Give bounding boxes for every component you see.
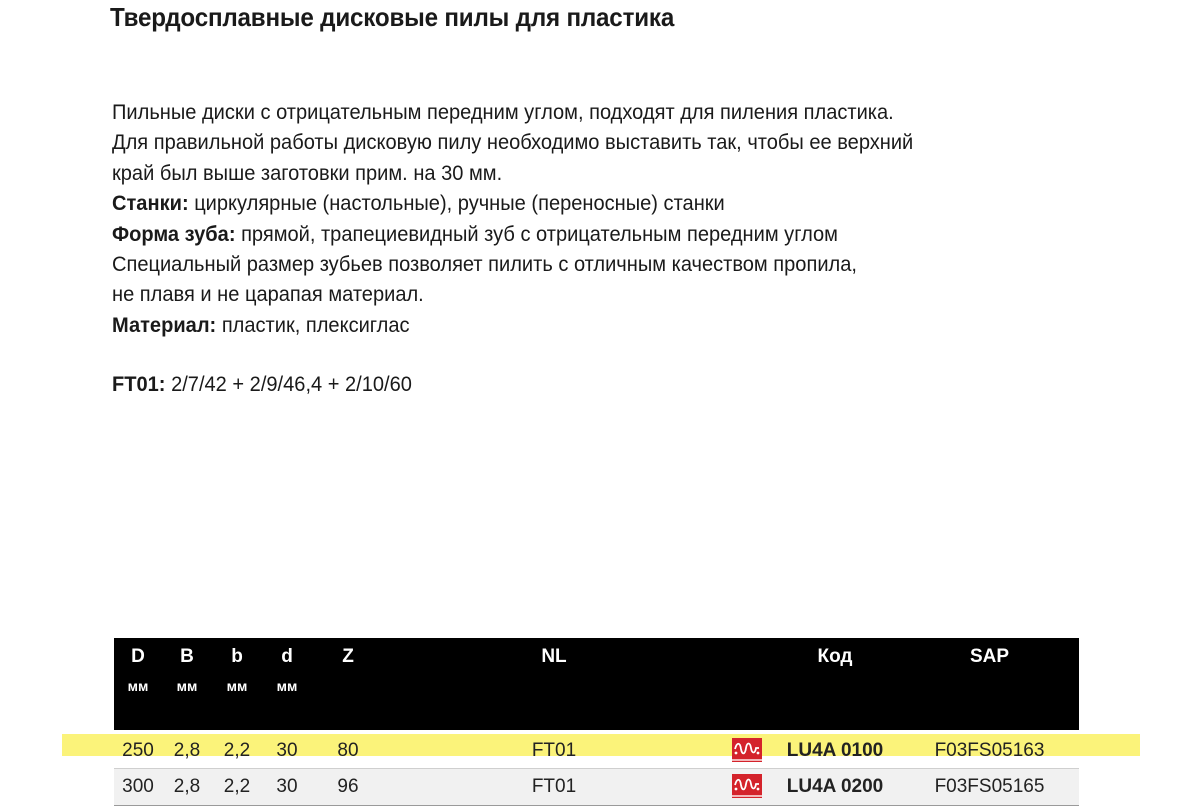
cell-code: LU4A 0100 bbox=[786, 740, 884, 761]
cell-d: 30 bbox=[262, 769, 312, 806]
cell-code: LU4A 0200 bbox=[770, 769, 900, 806]
col-header-sap: SAP bbox=[900, 638, 1079, 676]
unit-NL bbox=[384, 676, 724, 730]
material-value: пластик, плексиглас bbox=[216, 313, 410, 337]
description-block bbox=[112, 98, 1067, 341]
page-title: Твердосплавные дисковые пилы для пластика bbox=[110, 2, 675, 32]
cell-D: 300 bbox=[114, 769, 162, 806]
col-header-icon bbox=[724, 638, 770, 676]
col-header-B: B bbox=[162, 638, 212, 676]
machines-label: Станки: bbox=[112, 192, 189, 216]
low-vibration-icon bbox=[732, 738, 762, 762]
machines-value: циркулярные (настольные), ручные (переносные) станки bbox=[188, 192, 725, 216]
tooth-shape-value: прямой, трапециевидный зуб с отрицательным передним углом bbox=[235, 222, 838, 246]
cell-sap: F03FS05163 bbox=[934, 740, 1045, 761]
table-header-row bbox=[114, 638, 1079, 676]
unit-D: мм bbox=[114, 676, 162, 730]
unit-b: мм bbox=[212, 676, 262, 730]
unit-sap bbox=[900, 676, 1079, 730]
cell-NL: FT01 bbox=[531, 740, 577, 761]
unit-code bbox=[770, 676, 900, 730]
unit-icon bbox=[724, 676, 770, 730]
cell-NL: FT01 bbox=[384, 769, 724, 806]
tooth-shape-line bbox=[112, 220, 1067, 250]
col-header-d: d bbox=[262, 638, 312, 676]
cell-Z: 80 bbox=[337, 740, 359, 761]
cell-d: 30 bbox=[276, 740, 298, 761]
cell-icon bbox=[724, 730, 770, 769]
table-row bbox=[114, 730, 1079, 769]
low-vibration-icon bbox=[732, 774, 762, 798]
unit-B: мм bbox=[162, 676, 212, 730]
description-line: Специальный размер зубьев позволяет пилить с отличным качеством пропила, bbox=[112, 253, 857, 277]
col-header-Z: Z bbox=[312, 638, 384, 676]
col-header-NL: NL bbox=[384, 638, 724, 676]
col-header-code: Код bbox=[770, 638, 900, 676]
description-line: край был выше заготовки прим. на 30 мм. bbox=[112, 161, 503, 185]
unit-Z bbox=[312, 676, 384, 730]
col-header-D: D bbox=[114, 638, 162, 676]
col-header-b: b bbox=[212, 638, 262, 676]
material-label: Материал: bbox=[112, 313, 217, 337]
cell-D: 250 bbox=[122, 740, 154, 761]
material-line bbox=[112, 311, 1067, 341]
cell-B: 2,8 bbox=[173, 740, 201, 761]
cell-sap: F03FS05165 bbox=[900, 769, 1079, 806]
cell-B: 2,8 bbox=[162, 769, 212, 806]
cell-Z: 96 bbox=[312, 769, 384, 806]
table-units-row bbox=[114, 676, 1079, 730]
spec-table bbox=[114, 638, 1079, 806]
cell-b: 2,2 bbox=[223, 740, 251, 761]
cell-b: 2,2 bbox=[212, 769, 262, 806]
unit-d: мм bbox=[262, 676, 312, 730]
tooth-shape-label: Форма зуба: bbox=[112, 222, 236, 246]
description-line: Для правильной работы дисковую пилу необходимо выставить так, чтобы ее верхний bbox=[112, 131, 914, 155]
description-line: не плавя и не царапая материал. bbox=[112, 283, 424, 307]
description-line: Пильные диски с отрицательным передним углом, подходят для пиления пластика. bbox=[112, 101, 894, 124]
ft-value: 2/7/42 + 2/9/46,4 + 2/10/60 bbox=[165, 373, 412, 396]
ft-label: FT01: bbox=[112, 373, 166, 396]
tooth-geometry-spec bbox=[112, 370, 412, 400]
machines-line bbox=[112, 189, 1067, 219]
